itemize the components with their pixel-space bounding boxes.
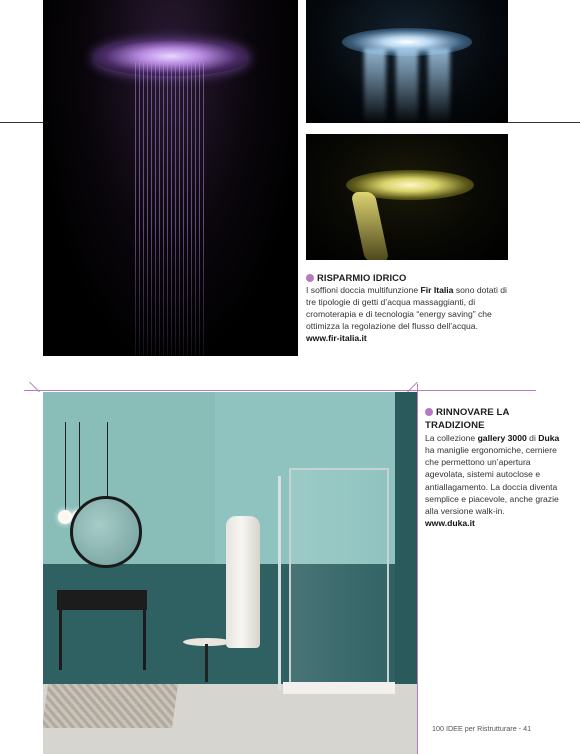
pendant-bulb xyxy=(58,510,72,524)
water-jet xyxy=(396,48,418,123)
gold-shower-photo xyxy=(306,134,508,260)
bullet-dot-icon xyxy=(306,274,314,282)
vanity-leg xyxy=(59,610,62,670)
product-name: gallery 3000 xyxy=(477,433,527,444)
round-mirror xyxy=(70,496,142,568)
page-footer: 100 IDEE per Ristrutturare - 41 xyxy=(432,724,532,733)
caption-body: I soffioni doccia multifunzione Fir Italia sono dotati di tre tipologie di getti d’acqua massaggianti, di cromoterapia e di tecnologia “energy saving” che ottimizza la regolazione del flusso dell’acqua. xyxy=(306,285,507,332)
vanity-leg xyxy=(143,610,146,670)
water-stream xyxy=(351,192,390,260)
bullet-dot-icon xyxy=(425,408,433,416)
divider-rule-left xyxy=(0,122,43,123)
bathrobe xyxy=(226,516,260,648)
crop-mark-line xyxy=(417,384,418,754)
bathroom-photo xyxy=(43,392,417,754)
caption-duka xyxy=(425,407,565,529)
crop-mark-line xyxy=(24,390,536,391)
caption-title: RINNOVARE LA TRADIZIONE xyxy=(425,407,510,431)
shower-tray xyxy=(283,682,395,694)
stool-leg xyxy=(205,644,208,682)
vanity-top xyxy=(57,590,147,610)
pendant-cord xyxy=(79,422,80,514)
website-link[interactable]: www.duka.it xyxy=(425,517,475,528)
rain-shower-photo xyxy=(43,0,298,356)
brand-name: Duka xyxy=(538,433,560,444)
pendant-cord xyxy=(65,422,66,514)
wall-side xyxy=(395,392,417,684)
website-link[interactable]: www.fir-italia.it xyxy=(306,333,367,344)
caption-body: La collezione gallery 3000 di Duka ha maniglie ergonomiche, cerniere che permettono un’apertura agevolata, sistemi autoclose e antiallagamento. La doccia diventa semplice e piacevole, anche grazie alla versione walk-in. xyxy=(425,433,560,516)
shower-door-frame xyxy=(278,476,281,690)
caption-fir-italia xyxy=(306,272,511,345)
water-jet xyxy=(364,48,386,123)
brand-name: Fir Italia xyxy=(420,285,454,296)
rug xyxy=(43,684,178,728)
caption-title: RISPARMIO IDRICO xyxy=(306,272,511,284)
water-rain xyxy=(135,62,207,356)
divider-rule-right xyxy=(508,122,580,123)
water-jet xyxy=(428,48,450,123)
blue-shower-photo xyxy=(306,0,508,123)
shower-glass xyxy=(289,468,389,694)
